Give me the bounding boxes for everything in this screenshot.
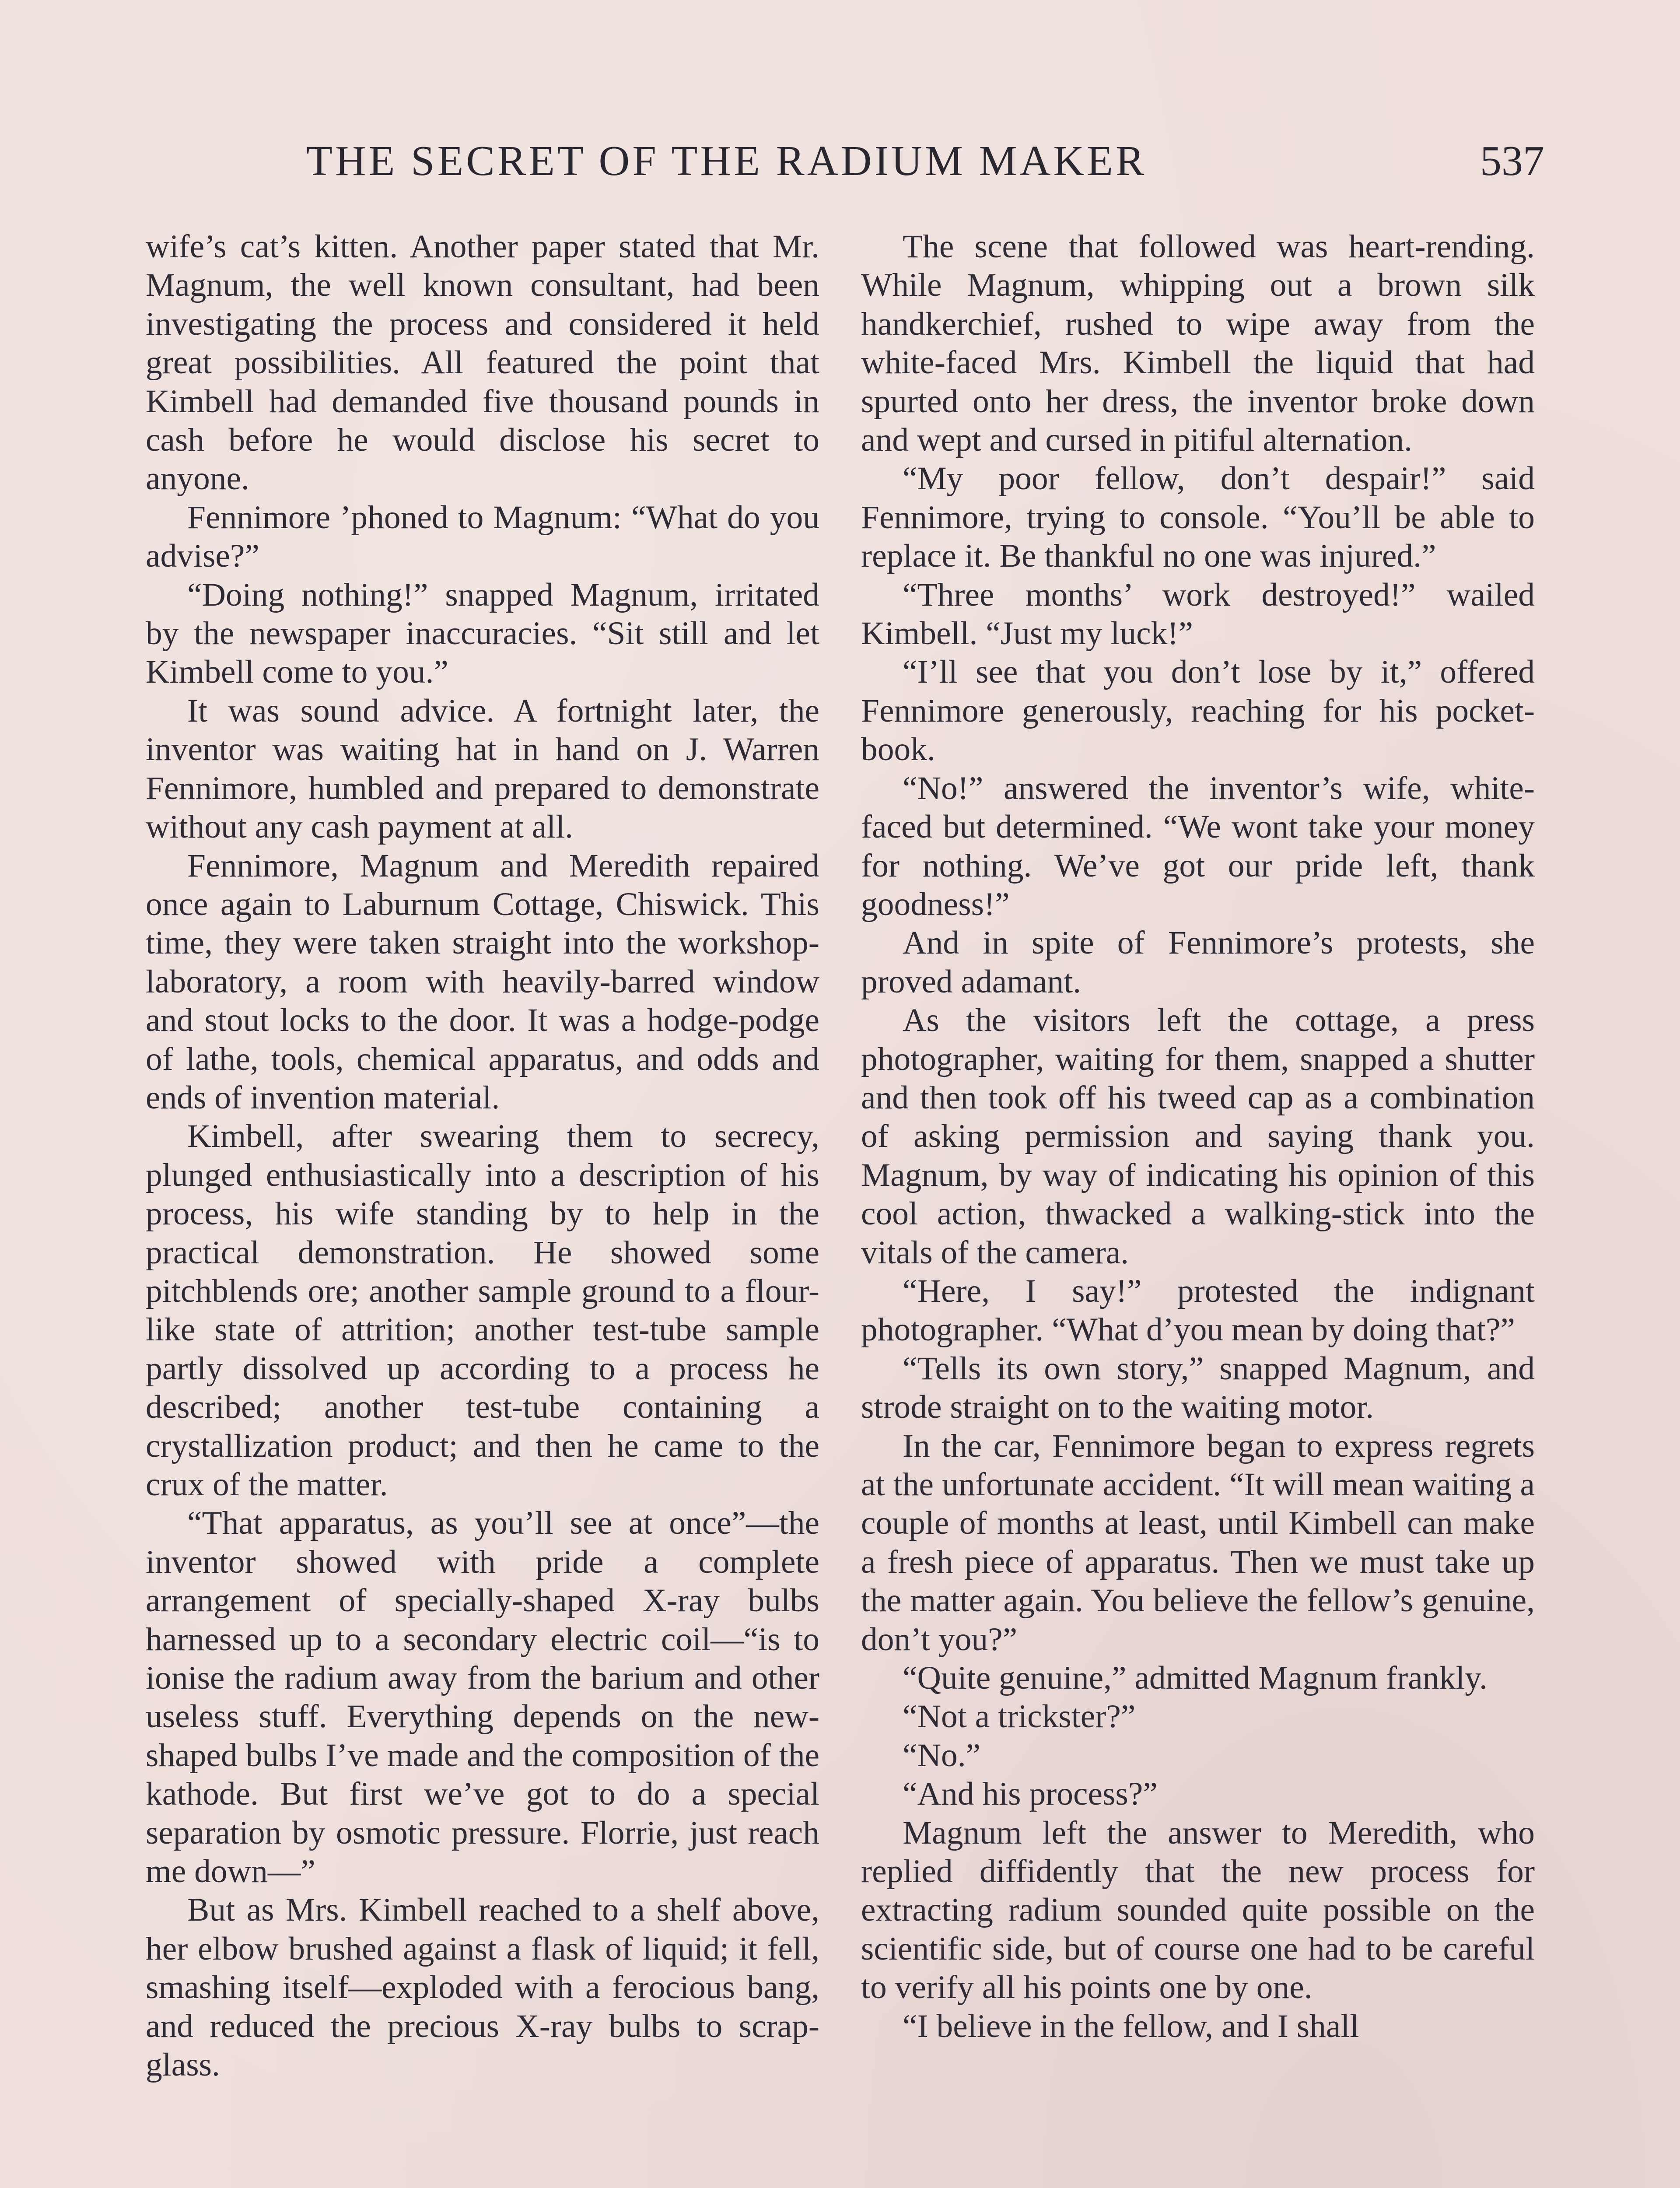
paragraph: “No.” [903,1737,981,1774]
paragraph: “My poor fellow, don’t despair!” said Fennimore, trying to console. “You’ll be able to replace it. Be thankful no one was injured.” [861,460,1535,575]
paragraph: It was sound advice. A fortnight later, the inventor was waiting hat in hand on J. Warren Fennimore, humbled and prepared to demonstrate without any cash payment at all. [146,692,819,845]
paragraph: “Doing nothing!” snapped Magnum, irritated by the newspaper inaccuracies. “Sit still and let Kimbell come to you.” [146,576,819,691]
paragraph: wife’s cat’s kitten. Another paper stated that Mr. Magnum, the well known consultant, had been investigating the process and considered it held great possibilities. All featured the point that Kimbell had demanded five thousand pounds in cash before he would disclose his secret to anyone. [146,228,819,497]
paragraph: “Three months’ work destroyed!” wailed Kimbell. “Just my luck!” [861,576,1535,652]
paragraph: Fennimore, Magnum and Meredith repaired once again to Laburnum Cottage, Chiswick. This time, they were taken straight into the workshop-laboratory, a room with heavily-barred window and stout locks to the door. It was a hodge-podge of lathe, tools, chemical apparatus, and odds and ends of invention material. [146,847,819,1116]
paragraph: “I believe in the fellow, and I shall [903,2008,1359,2044]
paragraph: “Tells its own story,” snapped Magnum, and strode straight on to the waiting motor. [861,1350,1535,1426]
left-text-column [146,228,819,2085]
paragraph: “I’ll see that you don’t lose by it,” offered Fennimore generously, reaching for his pocket-book. [861,654,1535,768]
running-title: THE SECRET OF THE RADIUM MAKER [306,137,1147,185]
paragraph: As the visitors left the cottage, a press photographer, waiting for them, snapped a shutter and then took off his tweed cap as a combination of asking permission and saying thank you. Magnum, by way of indicating his opinion of this cool action, thwacked a walking-stick into the vitals of the camera. [861,1002,1535,1271]
paragraph: “Quite genuine,” admitted Magnum frankly. [903,1660,1488,1697]
running-head [306,135,1544,187]
paragraph: “Not a trickster?” [903,1698,1136,1735]
paragraph: “That apparatus, as you’ll see at once”—the inventor showed with pride a complete arrangement of specially-shaped X-ray bulbs harnessed up to a secondary electric coil—“is to ionise the radium away from the barium and other useless stuff. Everything depends on the new-shaped bulbs I’ve made and the composition of the kathode. But first we’ve got to do a special separation by osmotic pressure. Florrie, just reach me down—” [146,1505,819,1890]
paragraph: “Here, I say!” protested the indignant photographer. “What d’you mean by doing that?” [861,1273,1535,1348]
page-number: 537 [1480,137,1544,185]
paragraph: “And his process?” [903,1776,1158,1813]
paragraph: Fennimore ’phoned to Magnum: “What do you advise?” [146,499,819,575]
paragraph: Kimbell, after swearing them to secrecy, plunged enthusiastically into a description of his process, his wife standing by to help in the practical demonstration. He showed some pitchblends ore; another sample ground to a flour-like state of attrition; another test-tube sample partly dissolved up according to a process he described; another test-tube containing a crystallization product; and then he came to the crux of the matter. [146,1118,819,1503]
paragraph: “No!” answered the inventor’s wife, white-faced but determined. “We wont take your money for nothing. We’ve got our pride left, thank goodness!” [861,770,1535,922]
paragraph: In the car, Fennimore began to express regrets at the unfortunate accident. “It will mean waiting a couple of months at least, until Kimbell can make a fresh piece of apparatus. Then we must take up the matter again. You believe the fellow’s genuine, don’t you?” [861,1427,1535,1658]
right-text-column [861,228,1535,2046]
paragraph: And in spite of Fennimore’s protests, she proved adamant. [861,925,1535,1000]
paragraph: Magnum left the answer to Meredith, who replied diffidently that the new process for extracting radium sounded quite possible on the scientific side, but of course one had to be careful to verify all his points one by one. [861,1814,1535,2006]
paragraph: The scene that followed was heart-rending. While Magnum, whipping out a brown silk handkerchief, rushed to wipe away from the white-faced Mrs. Kimbell the liquid that had spurted onto her dress, the inventor broke down and wept and cursed in pitiful alternation. [861,228,1535,459]
paragraph: But as Mrs. Kimbell reached to a shelf above, her elbow brushed against a flask of liquid; it fell, smashing itself—exploded with a ferocious bang, and reduced the precious X-ray bulbs to scrap-glass. [146,1892,819,2083]
